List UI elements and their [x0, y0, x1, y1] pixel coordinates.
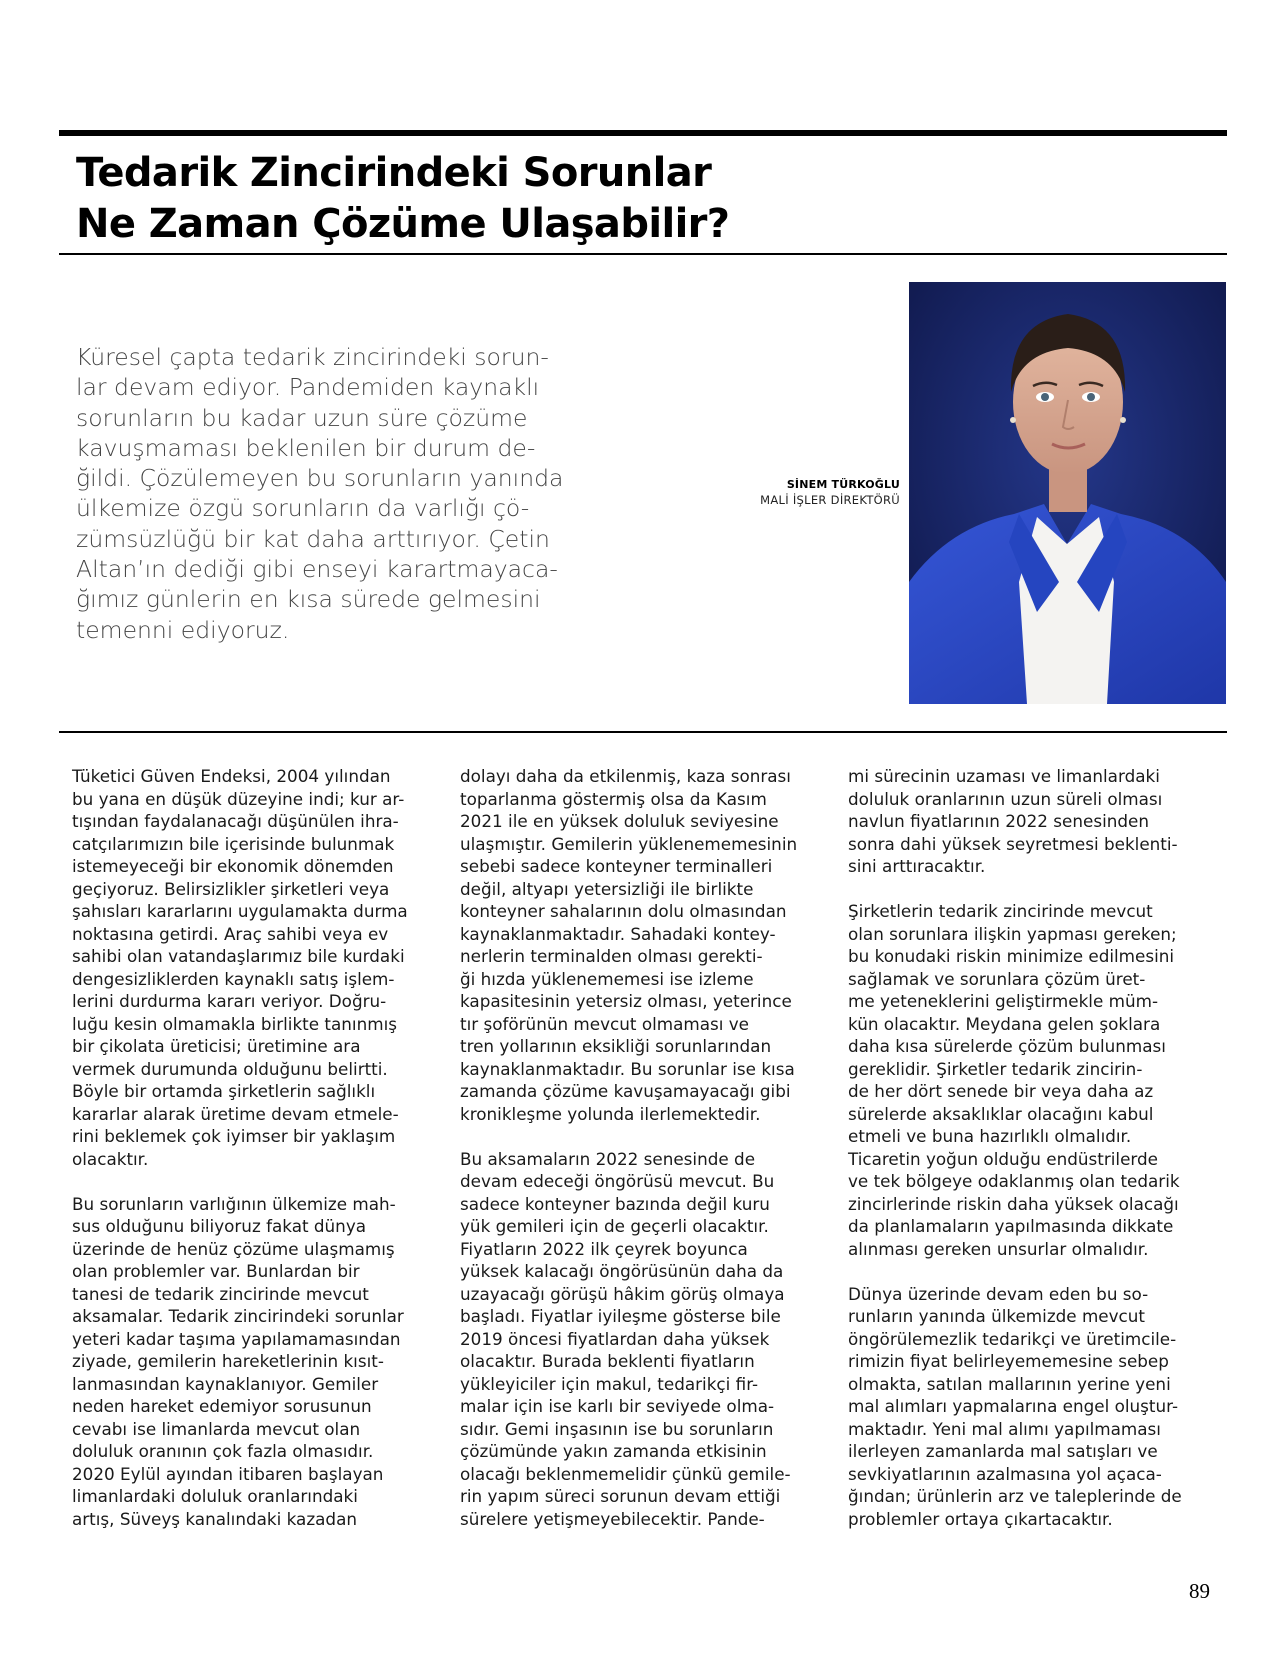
body-line: Bu sorunların varlığının ülkemize mah- [72, 1193, 396, 1214]
body-line: nerlerin terminalden olması gerekti- [460, 946, 763, 966]
author-role: MALİ İŞLER DİREKTÖRÜ [760, 493, 900, 507]
body-line: uzayacağı görüşü hâkim görüş olmaya [460, 1283, 785, 1304]
body-line: geçiyoruz. Belirsizlikler şirketleri veya [72, 878, 390, 899]
body-line: sevkiyatlarının azalmasına yol açaca- [848, 1463, 1162, 1484]
body-line: cevabı ise limanlarda mevcut olan [72, 1418, 361, 1439]
body-line: tren yollarının eksikliği sorunlarından [460, 1036, 772, 1056]
body-line: kapasitesinin yetersiz olması, yeterince [460, 991, 792, 1011]
body-line: sadece konteyner bazında değil kuru [460, 1193, 770, 1214]
body-line: gereklidir. Şirketler tedarik zincirin- [848, 1058, 1143, 1079]
body-paragraph [72, 765, 457, 1170]
body-line: sıdır. Gemi inşasının ise bu sorunların [460, 1418, 774, 1439]
body-line: mi sürecinin uzaması ve limanlardaki [848, 766, 1160, 786]
body-line: devam edeceği öngörüsü mevcut. Bu [460, 1171, 775, 1191]
lead-line: lar devam ediyor. Pandemiden kaynaklı [76, 373, 540, 402]
body-line: noktasına getirdi. Araç sahibi veya ev [72, 923, 389, 944]
body-line: öngörülemezlik tedarikçi ve üretimcile- [848, 1328, 1177, 1349]
body-line: neden hareket edemiyor sorusunun [72, 1396, 372, 1416]
lead-paragraph [76, 342, 596, 645]
body-line: olacaktır. Burada beklenti fiyatların [460, 1351, 755, 1371]
title-line: Tedarik Zincirindeki Sorunlar [76, 150, 712, 196]
body-line: konteyner sahalarının dolu olmasından [460, 901, 787, 921]
body-line: 2021 ile en yüksek doluluk seviyesine [460, 811, 779, 831]
author-name: SİNEM TÜRKOĞLU [786, 478, 900, 491]
body-paragraph [848, 765, 1233, 878]
body-line: değil, altyapı yetersizliği ile birlikte [460, 878, 754, 899]
body-line: me yeteneklerini geliştirmekle müm- [848, 991, 1159, 1011]
body-line: olan problemler var. Bunlardan bir [72, 1261, 360, 1281]
body-line: kararlar alarak üretime devam etmele- [72, 1103, 399, 1124]
body-paragraph [460, 1148, 845, 1531]
body-line: problemler ortaya çıkartacaktır. [848, 1508, 1113, 1529]
body-line: sebebi sadece konteyner terminalleri [460, 856, 773, 876]
lead-line: ğildi. Çözülemeyen bu sorunların yanında [76, 464, 564, 493]
top-rule-thick [59, 130, 1227, 136]
body-column-1 [72, 765, 457, 1530]
lead-rule [59, 731, 1227, 733]
body-line: yükleyiciler için makul, tedarikçi fir- [460, 1373, 759, 1394]
body-line: aksamalar. Tedarik zincirindeki sorunlar [72, 1306, 404, 1326]
body-line: da planlamaların yapılmasında dikkate [848, 1216, 1174, 1236]
body-line: tışından faydalanacağı düşünülen ihra- [72, 811, 399, 831]
body-line: 2020 Eylül ayından itibaren başlayan [72, 1463, 384, 1484]
body-line: doluluk oranlarının uzun süreli olması [848, 788, 1163, 809]
body-line: limanlardaki doluluk oranlarındaki [72, 1486, 358, 1506]
body-line: alınması gereken unsurlar olmalıdır. [848, 1238, 1149, 1259]
body-line: olan sorunlara ilişkin yapması gereken; [848, 923, 1177, 944]
body-line: ği hızda yüklenememesi ise izleme [460, 968, 754, 989]
body-line: yüksek kalacağı öngörüsünün daha da [460, 1261, 784, 1281]
body-line: olacaktır. [72, 1148, 149, 1169]
body-line: tır şoförünün mevcut olmaması ve [460, 1013, 750, 1034]
body-line: kün olacaktır. Meydana gelen şoklara [848, 1013, 1161, 1034]
body-line: sürelere yetişmeyebilecektir. Pande- [460, 1508, 765, 1529]
body-line: bu yana en düşük düzeyine indi; kur ar- [72, 788, 405, 809]
body-line: runların yanında ülkemizde mevcut [848, 1306, 1145, 1326]
body-line: malar için ise karlı bir seviyede olma- [460, 1396, 775, 1416]
body-line: ulaşmıştır. Gemilerin yüklenememesinin [460, 833, 798, 854]
body-line: zincirlerinde riskin daha yüksek olacağı [848, 1193, 1179, 1214]
body-paragraph [848, 900, 1233, 1260]
lead-line: Küresel çapta tedarik zincirindeki sorun- [76, 343, 549, 371]
body-line: Ticaretin yoğun olduğu endüstrilerde [848, 1148, 1158, 1169]
body-line: kronikleşme yolunda ilerlemektedir. [460, 1103, 761, 1124]
author-portrait-photo [909, 282, 1226, 704]
body-line: sağlamak ve sorunlara çözüm üret- [848, 968, 1146, 989]
body-line: bu konudaki riskin minimize edilmesini [848, 946, 1175, 966]
body-line: navlun fiyatlarının 2022 senesinden [848, 811, 1149, 831]
body-line: daha kısa sürelerde çözüm bulunması [848, 1036, 1166, 1056]
body-line: rin yapım süreci sorunun devam ettiği [460, 1486, 781, 1506]
body-line: yük gemileri için de geçerli olacaktır. [460, 1216, 769, 1236]
body-paragraph [460, 765, 845, 1125]
body-line: lanmasından kaynaklanıyor. Gemiler [72, 1373, 379, 1394]
body-line: Böyle bir ortamda şirketlerin sağlıklı [72, 1081, 376, 1101]
body-line: ilerleyen zamanlarda mal satışları ve [848, 1441, 1158, 1461]
lead-line: Altan’ın dediği gibi enseyi karartmayaca- [76, 555, 558, 584]
body-line: Fiyatların 2022 ilk çeyrek boyunca [460, 1238, 748, 1259]
body-line: dengesizliklerden kaynaklı satış işlem- [72, 968, 395, 989]
lead-line: sorunların bu kadar uzun süre çözüme [76, 403, 528, 432]
body-line: 2019 öncesi fiyatlardan daha yüksek [460, 1328, 770, 1349]
article-title [76, 148, 976, 250]
body-line: sonra dahi yüksek seyretmesi beklenti- [848, 833, 1178, 854]
body-line: artış, Süveyş kanalındaki kazadan [72, 1508, 357, 1529]
body-line: olacağı beklenmemelidir çünkü gemile- [460, 1463, 791, 1484]
body-line: ve tek bölgeye odaklanmış olan tedarik [848, 1171, 1180, 1191]
body-line: etmeli ve buna hazırlıklı olmalıdır. [848, 1126, 1132, 1146]
body-line: sus olduğunu biliyoruz fakat dünya [72, 1216, 367, 1236]
body-line: catçılarımızın bile içerisinde bulunmak [72, 833, 395, 854]
body-line: istemeyeceği bir ekonomik dönemden [72, 856, 394, 876]
body-line: sahibi olan vatandaşlarımız bile kurdaki [72, 946, 405, 966]
body-column-3 [848, 765, 1233, 1530]
lead-line: kavuşmaması beklenilen bir durum de- [76, 433, 536, 462]
lead-line: zümsüzlüğü bir kat daha arttırıyor. Çetin [76, 524, 550, 553]
body-line: dolayı daha da etkilenmiş, kaza sonrası [460, 766, 791, 786]
body-line: ğından; ürünlerin arz ve taleplerinde de [848, 1486, 1182, 1506]
body-column-2 [460, 765, 845, 1530]
body-line: tanesi de tedarik zincirinde mevcut [72, 1283, 369, 1304]
body-line: toparlanma göstermiş olsa da Kasım [460, 788, 767, 809]
body-line: sürelerde aksaklıklar olacağını kabul [848, 1103, 1154, 1124]
body-line: olmakta, satılan mallarının yerine yeni [848, 1373, 1171, 1394]
body-line: üzerinde de henüz çözüme ulaşmamış [72, 1238, 395, 1259]
title-rule [59, 253, 1227, 255]
body-line: sini arttıracaktır. [848, 856, 986, 876]
body-line: çözümünde yakın zamanda etkisinin [460, 1441, 767, 1461]
body-line: Şirketlerin tedarik zincirinde mevcut [848, 901, 1153, 921]
body-line: rini beklemek çok iyimser bir yaklaşım [72, 1126, 396, 1146]
body-paragraph [848, 1283, 1233, 1531]
body-line: Tüketici Güven Endeksi, 2004 yılından [72, 766, 391, 786]
body-line: de her dört senede bir veya daha az [848, 1081, 1154, 1101]
body-line: yeteri kadar taşıma yapılamamasından [72, 1328, 401, 1349]
body-paragraph [72, 1193, 457, 1531]
body-line: başladı. Fiyatlar iyileşme gösterse bile [460, 1306, 781, 1326]
lead-line: ülkemize özgü sorunların da varlığı çö- [76, 494, 530, 523]
body-line: kaynaklanmaktadır. Bu sorunlar ise kısa [460, 1058, 795, 1079]
body-line: şahısları kararlarını uygulamakta durma [72, 901, 408, 921]
body-line: ziyade, gemilerin hareketlerinin kısıt- [72, 1351, 384, 1371]
lead-line: temenni ediyoruz. [76, 615, 290, 644]
title-line: Ne Zaman Çözüme Ulaşabilir? [76, 201, 730, 247]
body-line: vermek durumunda olduğunu belirtti. [72, 1058, 388, 1079]
body-line: rimizin fiyat belirleyememesine sebep [848, 1351, 1169, 1371]
author-caption [730, 478, 900, 507]
body-line: bir çikolata üreticisi; üretimine ara [72, 1036, 361, 1056]
body-line: doluluk oranının çok fazla olmasıdır. [72, 1441, 374, 1461]
body-line: luğu kesin olmamakla birlikte tanınmış [72, 1013, 397, 1034]
body-line: lerini durdurma kararı veriyor. Doğru- [72, 991, 387, 1011]
body-line: Dünya üzerinde devam eden bu so- [848, 1283, 1149, 1304]
body-line: zamanda çözüme kavuşamayacağı gibi [460, 1081, 791, 1101]
lead-line: ğımız günlerin en kısa sürede gelmesini [76, 585, 541, 614]
body-line: kaynaklanmaktadır. Sahadaki kontey- [460, 923, 776, 944]
page-number: 89 [1189, 1579, 1210, 1603]
body-line: maktadır. Yeni mal alımı yapılmaması [848, 1418, 1161, 1439]
body-line: Bu aksamaların 2022 senesinde de [460, 1148, 756, 1169]
body-line: mal alımları yapmalarına engel oluştur- [848, 1396, 1179, 1416]
